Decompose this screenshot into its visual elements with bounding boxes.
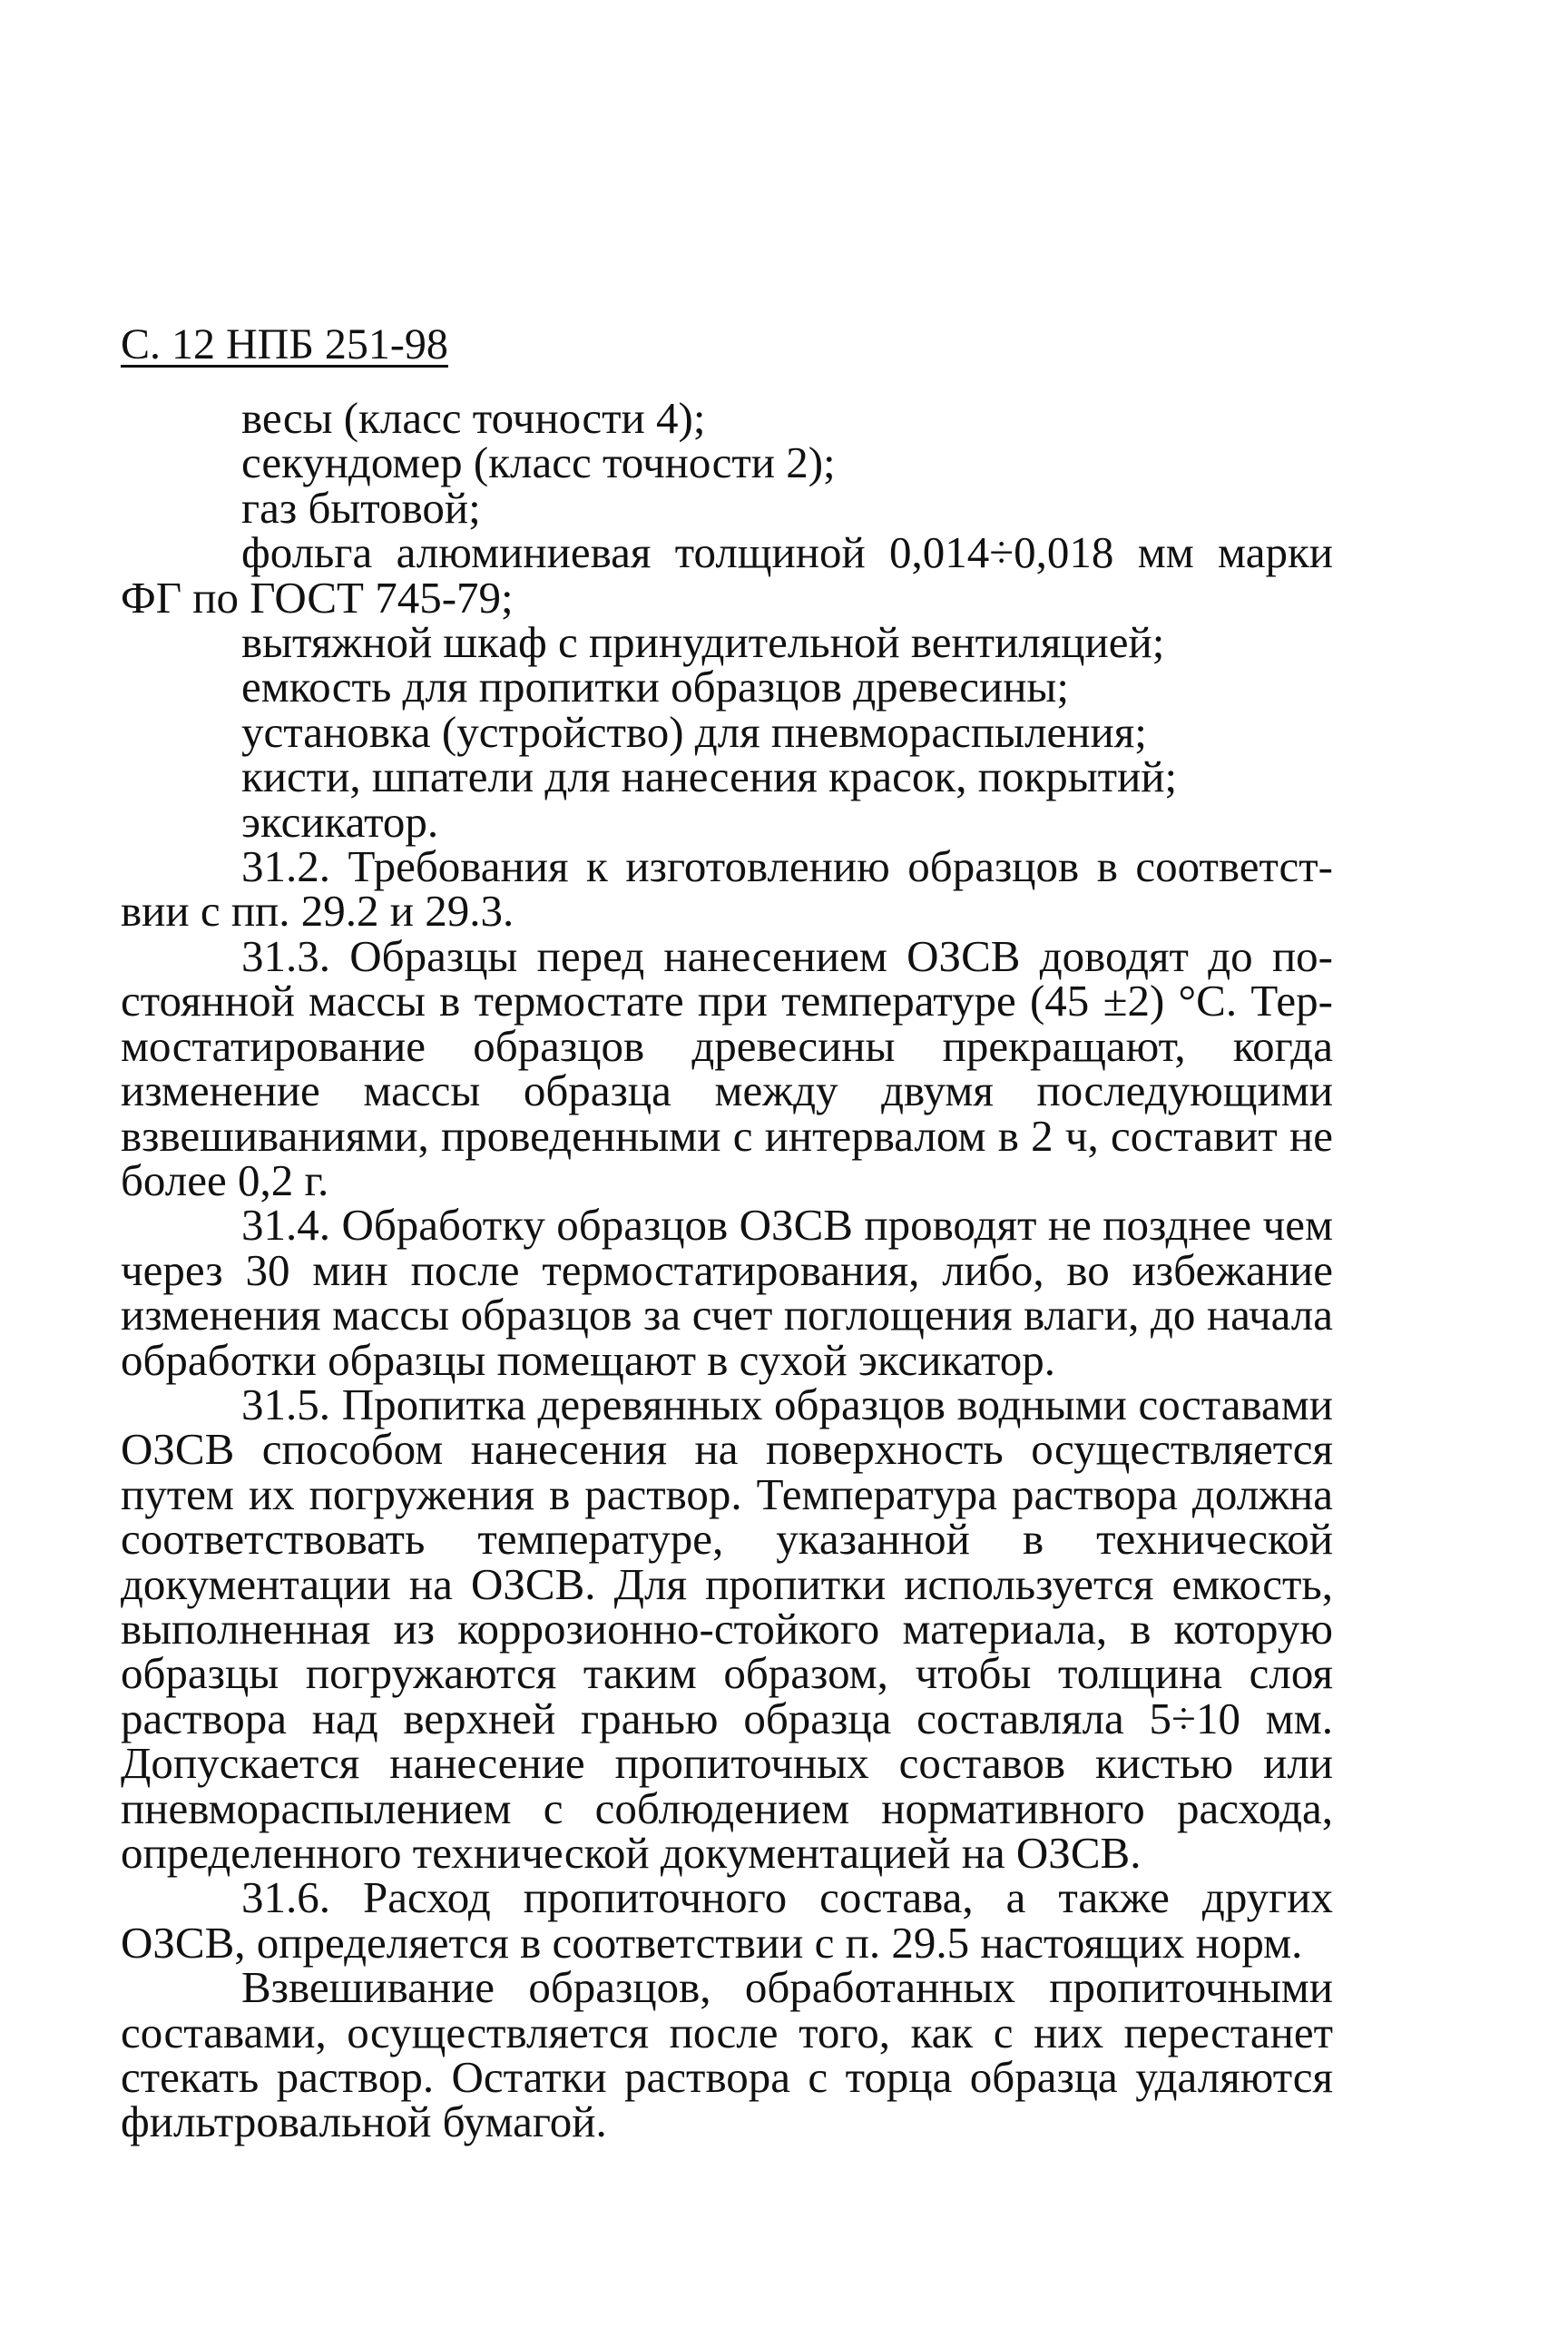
running-header: С. 12 НПБ 251-98 bbox=[121, 320, 448, 368]
document-body bbox=[121, 393, 1333, 2147]
list-item-container: емкость для пропитки образцов древесины; bbox=[241, 662, 1069, 712]
paragraph-31-4: 31.4. Обработку образцов ОЗСВ проводят не позднее чем через 30 мин после термостатирования, либо, во избежание изменения массы образцов за счет поглощения влаги, до начала обработки образцы помещают в сухой эксикатор. bbox=[121, 1200, 1333, 1385]
paragraph-31-3: 31.3. Образцы перед нанесением ОЗСВ доводят до постоянной массы в термостате при температуре (45 ±2) °С. Термостатирование образцов древесины прекращают, когда изменение массы образца между двумя последующими взвешиваниями, проведенными с интервалом в 2 ч, составит не более 0,2 г. bbox=[121, 930, 1333, 1205]
paragraph-31-6: 31.6. Расход пропиточного состава, а также других ОЗСВ, определяется в соответствии с п. 29.5 настоящих норм. bbox=[121, 1872, 1333, 1968]
list-item-desiccator: эксикатор. bbox=[241, 796, 439, 847]
list-item-brushes: кисти, шпатели для нанесения красок, покрытий; bbox=[241, 751, 1178, 802]
list-item-scales: весы (класс точности 4); bbox=[241, 393, 706, 443]
list-item-sprayer: установка (устройство) для пневмораспыления; bbox=[241, 706, 1147, 757]
list-item-stopwatch: секундомер (класс точности 2); bbox=[241, 437, 836, 488]
paragraph-weighing: Взвешивание образцов, обработанных пропиточными составами, осуществляется после того, как с них перестанет стекать раствор. Остатки раствора с торца образца удаляются фильтровальной бумагой. bbox=[121, 1962, 1333, 2147]
list-item-foil: фольга алюминиевая толщиной 0,014÷0,018 мм марки ФГ по ГОСТ 745-79; bbox=[121, 527, 1333, 623]
paragraph-31-2: 31.2. Требования к изготовлению образцов в соответствии с пп. 29.2 и 29.3. bbox=[121, 841, 1333, 937]
list-item-gas: газ бытовой; bbox=[241, 482, 481, 533]
paragraph-31-5: 31.5. Пропитка деревянных образцов водными составами ОЗСВ способом нанесения на поверхность осуществляется путем их погружения в раствор. Температура раствора должна соответствовать температуре, указанной в технической документации на ОЗСВ. Для пропитки используется емкость, выполненная из коррозионно-стойкого материала, в которую образцы погружаются таким образом, чтобы толщина слоя раствора над верхней гранью образца составляла 5÷10 мм. Допускается нанесение пропиточных составов кистью или пневмораспылением с соблюдением нормативного расхода, определенного технической документацией на ОЗСВ. bbox=[121, 1379, 1333, 1878]
list-item-fume-hood: вытяжной шкаф с принудительной вентиляцией; bbox=[241, 617, 1165, 668]
